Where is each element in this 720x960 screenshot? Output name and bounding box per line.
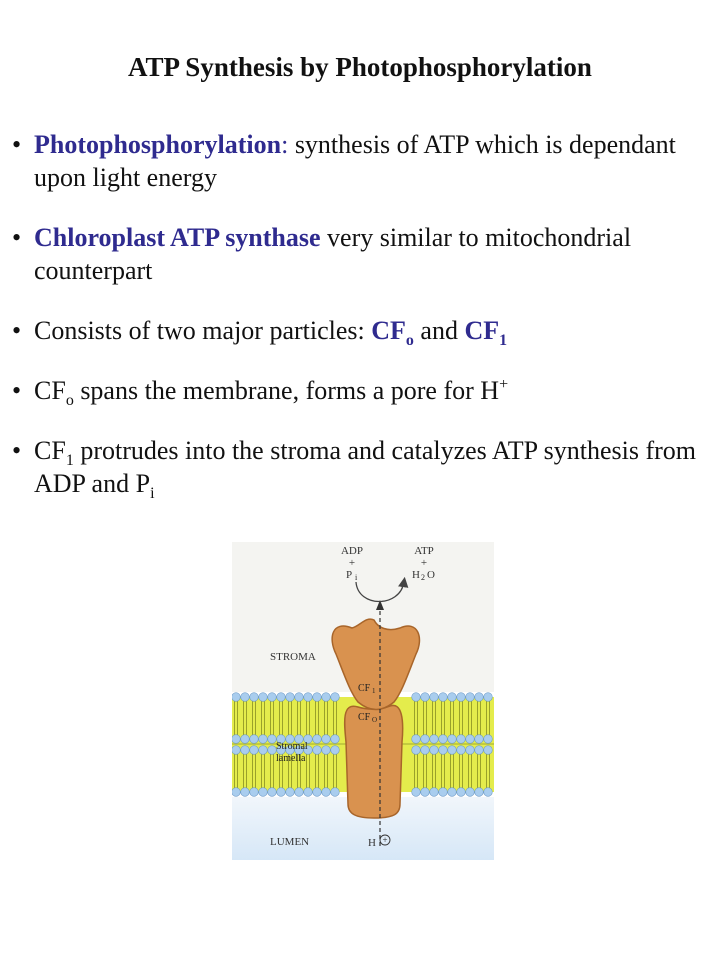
lipid-head: [457, 746, 466, 755]
stroma-label: STROMA: [270, 651, 316, 663]
lipid-head: [448, 735, 457, 744]
lipid-head: [250, 788, 259, 797]
page-title: ATP Synthesis by Photophosphorylation: [128, 52, 592, 82]
lipid-head: [241, 735, 250, 744]
lipid-head: [457, 735, 466, 744]
lipid-head: [466, 693, 475, 702]
lipid-head: [430, 693, 439, 702]
atp-synthase-diagram: [232, 542, 494, 860]
bullet-marker: •: [12, 223, 22, 252]
lipid-head: [268, 693, 277, 702]
lipid-head: [313, 735, 322, 744]
lipid-head: [439, 788, 448, 797]
diagram-svg: [232, 542, 494, 860]
cf0-label: CF: [358, 712, 371, 723]
lipid-head: [439, 735, 448, 744]
term-separator: :: [281, 130, 289, 159]
term-chloroplast-atp-synthase: Chloroplast ATP synthase: [34, 223, 321, 252]
pi-label: P: [345, 569, 353, 581]
pi-subscript: i: [355, 573, 358, 582]
adp-label: ADP: [340, 545, 364, 557]
lipid-head: [286, 693, 295, 702]
lipid-head: [295, 693, 304, 702]
lipid-head: [448, 693, 457, 702]
lipid-head: [250, 693, 259, 702]
lipid-head: [313, 788, 322, 797]
lipid-head: [232, 746, 240, 755]
bullet-marker: •: [12, 376, 22, 405]
proton-label: H: [368, 837, 376, 849]
lipid-head: [241, 746, 250, 755]
lipid-head: [475, 735, 484, 744]
lipid-head: [241, 788, 250, 797]
lipid-head: [277, 693, 286, 702]
lipid-head: [430, 746, 439, 755]
plus-left: +: [348, 557, 356, 569]
lipid-head: [331, 735, 340, 744]
lipid-head: [421, 693, 430, 702]
h2o-subscript: 2: [421, 573, 425, 582]
term-cf1: $CF_1$: [464, 316, 508, 349]
lipid-head: [484, 746, 493, 755]
bullet-two-particles: [12, 314, 702, 347]
lipid-head: [430, 788, 439, 797]
lipid-head: [295, 788, 304, 797]
lipid-head: [250, 746, 259, 755]
lamella-label-line2: lamella: [276, 753, 306, 764]
lipid-head: [457, 788, 466, 797]
lipid-head: [232, 735, 240, 744]
lipid-head: [331, 693, 340, 702]
lipid-head: [259, 788, 268, 797]
lipid-head: [466, 735, 475, 744]
lipid-head: [277, 788, 286, 797]
lipid-head: [241, 693, 250, 702]
lipid-head: [412, 788, 421, 797]
bullet-marker: •: [12, 436, 22, 465]
bullet-chloroplast-atp-synthase: [12, 221, 702, 287]
plus-right: +: [420, 557, 428, 569]
lipid-head: [439, 746, 448, 755]
h2o-o: O: [427, 569, 435, 581]
lumen-label: LUMEN: [270, 836, 310, 848]
proton-charge: +: [382, 835, 388, 845]
lipid-head: [430, 735, 439, 744]
lamella-label-line1: Stromal: [276, 741, 308, 752]
lipid-head: [421, 746, 430, 755]
lipid-head: [322, 693, 331, 702]
lipid-head: [484, 735, 493, 744]
lipid-head: [457, 693, 466, 702]
lipid-head: [439, 693, 448, 702]
lipid-head: [232, 693, 240, 702]
lipid-head: [322, 788, 331, 797]
lipid-head: [475, 746, 484, 755]
bullet-photophosphorylation: [12, 128, 702, 194]
lipid-head: [475, 693, 484, 702]
lipid-head: [313, 693, 322, 702]
bullet-text: spans the membrane, forms a pore for H: [73, 376, 500, 405]
bullet-marker: •: [12, 316, 22, 345]
bullet-cfo-pore: • $CF_o$ spans the membrane, forms a pore for H+: [12, 376, 509, 409]
lipid-head: [259, 746, 268, 755]
bullet-text: protrudes into the stroma and catalyzes ATP synthesis from ADP and P: [34, 436, 697, 498]
lipid-head: [304, 693, 313, 702]
lipid-head: [259, 693, 268, 702]
lipid-head: [466, 746, 475, 755]
term-cfo: $CF_o$: [371, 316, 414, 349]
lipid-head: [322, 735, 331, 744]
bullet-list: [12, 128, 702, 527]
lipid-head: [484, 693, 493, 702]
lipid-head: [412, 693, 421, 702]
lipid-head: [475, 788, 484, 797]
bullet-text-and: and: [413, 316, 465, 345]
lipid-head: [268, 788, 277, 797]
lipid-head: [466, 788, 475, 797]
lipid-head: [331, 746, 340, 755]
lipid-head: [412, 735, 421, 744]
lipid-head: [232, 788, 240, 797]
lipid-head: [268, 735, 277, 744]
lipid-head: [421, 735, 430, 744]
cf1-label: CF: [358, 683, 371, 694]
bullet-marker: •: [12, 130, 22, 159]
cf0-subscript: O: [372, 716, 378, 724]
lipid-head: [259, 735, 268, 744]
lipid-head: [412, 746, 421, 755]
h2o-h: H: [412, 569, 420, 581]
lipid-head: [448, 788, 457, 797]
bullet-cf1-stroma: • $CF_1$ protrudes into the stroma and catalyzes ATP synthesis from ADP and $P_i$: [12, 436, 697, 502]
lipid-head: [286, 788, 295, 797]
lipid-head: [331, 788, 340, 797]
lipid-head: [322, 746, 331, 755]
term-photophosphorylation: Photophosphorylation: [34, 130, 282, 159]
bullet-text: Consists of two major particles:: [34, 316, 372, 345]
lipid-head: [268, 746, 277, 755]
lipid-head: [448, 746, 457, 755]
lipid-head: [484, 788, 493, 797]
bullet-text: very similar to mitochondrial counterpart: [34, 223, 632, 285]
definition-text: synthesis of ATP which is dependant upon light energy: [34, 130, 676, 192]
lipid-head: [304, 788, 313, 797]
atp-label: ATP: [414, 545, 434, 557]
lipid-head: [421, 788, 430, 797]
cf1-subscript: 1: [372, 687, 376, 695]
cf1-subunit: [332, 619, 419, 709]
lipid-head: [313, 746, 322, 755]
lipid-head: [250, 735, 259, 744]
